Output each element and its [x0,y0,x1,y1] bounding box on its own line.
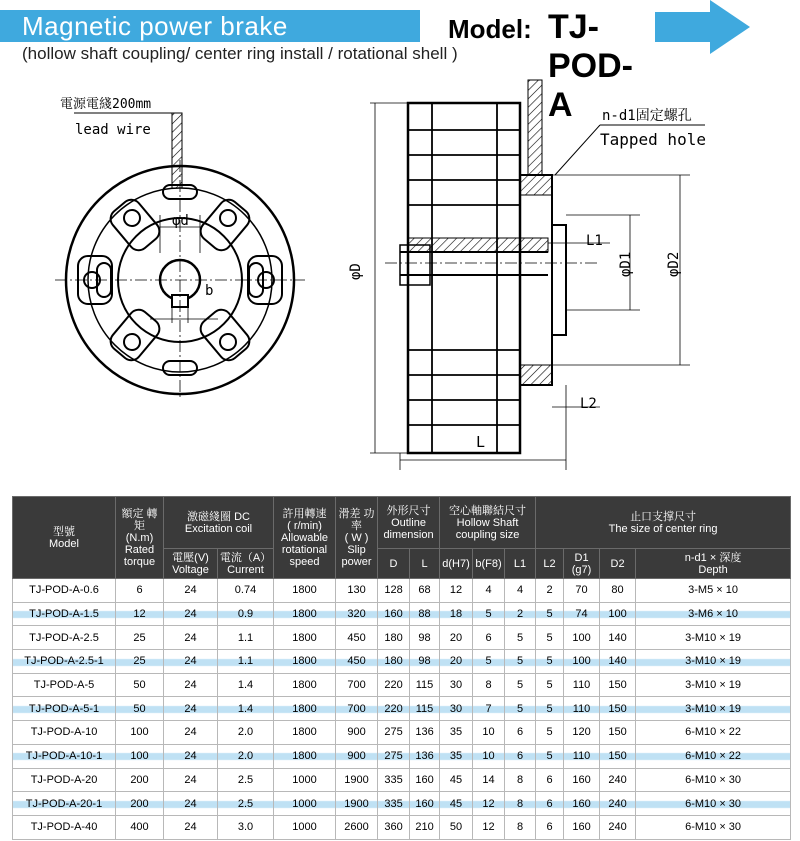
model-cell: TJ-POD-A-5-1 [13,697,116,721]
table-row [13,579,791,603]
spec-cell: 275 [378,721,410,745]
col-header-L2: L2 [536,549,564,579]
spec-cell: 1.1 [218,626,274,650]
spec-cell: 24 [164,673,218,697]
spec-cell: 5 [536,721,564,745]
col-header-L1: L1 [505,549,536,579]
spec-cell: 5 [536,650,564,674]
spec-cell: 210 [410,815,440,839]
spec-cell: 140 [600,626,636,650]
spec-cell: 24 [164,626,218,650]
col-header-torque: 額定 轉矩 (N.m) Rated torque [116,497,164,579]
spec-cell: 130 [336,579,378,603]
spec-cell: 200 [116,792,164,816]
table-row [13,721,791,745]
dim-D2-label: φD2 [666,251,682,277]
brake-drawing-svg [0,75,800,480]
spec-cell: 88 [410,602,440,626]
spec-cell: 100 [116,721,164,745]
spec-cell: 5 [505,697,536,721]
spec-cell: 150 [600,721,636,745]
spec-cell: 1800 [274,744,336,768]
spec-cell: 180 [378,626,410,650]
col-header-coil: 激磁綫圈 DC Excitation coil [164,497,274,549]
col-header-slip: 滑差 功率 ( W ) Slip power [336,497,378,579]
spec-cell: 30 [440,697,473,721]
spec-cell: 180 [378,650,410,674]
spec-cell: 10 [473,744,505,768]
model-cell: TJ-POD-A-1.5 [13,602,116,626]
spec-cell: 5 [473,602,505,626]
col-header-ring: 止口支撑尺寸 The size of center ring [536,497,791,549]
spec-table-body [13,579,791,840]
spec-cell: 68 [410,579,440,603]
model-cell: TJ-POD-A-40 [13,815,116,839]
spec-cell: 5 [505,673,536,697]
spec-cell: 20 [440,626,473,650]
dim-L1-label: L1 [586,233,603,249]
spec-cell: 7 [473,697,505,721]
spec-cell: 4 [473,579,505,603]
lead-wire-en-label: lead wire [75,122,151,138]
col-header-model: 型號 Model [13,497,116,579]
model-cell: TJ-POD-A-2.5 [13,626,116,650]
spec-cell: 5 [505,650,536,674]
spec-cell: 360 [378,815,410,839]
spec-cell: 1800 [274,650,336,674]
col-header-D2: D2 [600,549,636,579]
spec-cell: 140 [600,650,636,674]
spec-cell: 1.4 [218,697,274,721]
spec-cell: 6 [473,626,505,650]
model-cell: TJ-POD-A-5 [13,673,116,697]
spec-cell: 1900 [336,792,378,816]
spec-cell: 100 [116,744,164,768]
spec-cell: 115 [410,697,440,721]
spec-cell: 400 [116,815,164,839]
spec-cell: 6-M10 × 30 [636,768,791,792]
spec-cell: 5 [536,744,564,768]
spec-cell: 25 [116,650,164,674]
spec-cell: 24 [164,650,218,674]
spec-cell: 24 [164,744,218,768]
spec-cell: 900 [336,744,378,768]
spec-cell: 6-M10 × 30 [636,815,791,839]
spec-cell: 24 [164,697,218,721]
spec-cell: 24 [164,721,218,745]
spec-cell: 2600 [336,815,378,839]
spec-cell: 700 [336,697,378,721]
spec-cell: 45 [440,792,473,816]
col-header-D: D [378,549,410,579]
spec-cell: 1000 [274,768,336,792]
spec-cell: 6-M10 × 22 [636,744,791,768]
spec-cell: 2 [536,579,564,603]
spec-cell: 5 [536,697,564,721]
model-label: Model: [448,14,532,44]
spec-cell: 2.5 [218,768,274,792]
spec-cell: 14 [473,768,505,792]
col-header-speed: 許用轉速 ( r/min) Allowable rotational speed [274,497,336,579]
spec-cell: 74 [564,602,600,626]
spec-cell: 35 [440,744,473,768]
spec-cell: 2.0 [218,721,274,745]
table-header-row-1 [13,497,791,549]
spec-cell: 5 [536,626,564,650]
spec-cell: 136 [410,744,440,768]
spec-cell: 1.4 [218,673,274,697]
model-cell: TJ-POD-A-10 [13,721,116,745]
spec-cell: 18 [440,602,473,626]
page-title: Magnetic power brake [22,11,288,41]
spec-cell: 30 [440,673,473,697]
spec-cell: 275 [378,744,410,768]
spec-cell: 50 [116,673,164,697]
spec-cell: 120 [564,721,600,745]
spec-cell: 8 [505,792,536,816]
spec-cell: 35 [440,721,473,745]
spec-cell: 1000 [274,815,336,839]
spec-cell: 50 [116,697,164,721]
spec-cell: 1800 [274,697,336,721]
col-header-b: b(F8) [473,549,505,579]
spec-cell: 5 [505,626,536,650]
spec-cell: 2.5 [218,792,274,816]
spec-cell: 1800 [274,602,336,626]
spec-cell: 6 [505,744,536,768]
col-header-d: d(H7) [440,549,473,579]
table-row [13,602,791,626]
spec-cell: 450 [336,626,378,650]
spec-cell: 98 [410,626,440,650]
spec-cell: 240 [600,792,636,816]
spec-cell: 335 [378,768,410,792]
model-cell: TJ-POD-A-20 [13,768,116,792]
technical-drawing [0,75,800,480]
spec-cell: 8 [505,815,536,839]
spec-cell: 3-M10 × 19 [636,650,791,674]
page-subtitle: (hollow shaft coupling/ center ring install / rotational shell ) [22,44,458,63]
spec-cell: 900 [336,721,378,745]
spec-cell: 3-M10 × 19 [636,673,791,697]
spec-cell: 1800 [274,626,336,650]
model-cell: TJ-POD-A-0.6 [13,579,116,603]
spec-cell: 45 [440,768,473,792]
spec-cell: 98 [410,650,440,674]
col-header-hollow: 空心軸聯結尺寸 Hollow Shaft coupling size [440,497,536,549]
spec-cell: 160 [410,768,440,792]
spec-cell: 150 [600,697,636,721]
spec-cell: 24 [164,602,218,626]
col-header-current: 電流（A） Current [218,549,274,579]
spec-cell: 24 [164,792,218,816]
spec-cell: 6 [536,815,564,839]
spec-cell: 20 [440,650,473,674]
dim-D1-label: φD1 [618,251,634,277]
col-header-voltage: 電壓(V) Voltage [164,549,218,579]
col-header-nd1: n-d1 × 深度 Depth [636,549,791,579]
spec-cell: 12 [116,602,164,626]
table-row [13,744,791,768]
spec-cell: 160 [564,815,600,839]
spec-cell: 24 [164,579,218,603]
model-cell: TJ-POD-A-20-1 [13,792,116,816]
spec-cell: 12 [473,792,505,816]
dim-d-label: φd [172,213,189,229]
spec-cell: 200 [116,768,164,792]
spec-cell: 220 [378,697,410,721]
spec-cell: 6 [536,768,564,792]
spec-cell: 2 [505,602,536,626]
spec-cell: 80 [600,579,636,603]
front-view [55,113,305,400]
spec-cell: 150 [600,744,636,768]
spec-cell: 3.0 [218,815,274,839]
model-value: TJ-POD-A [548,8,633,124]
spec-cell: 136 [410,721,440,745]
spec-cell: 450 [336,650,378,674]
spec-cell: 3-M10 × 19 [636,626,791,650]
spec-cell: 240 [600,815,636,839]
spec-cell: 25 [116,626,164,650]
lead-wire-cn-label: 電源電綫200mm [60,97,152,112]
spec-cell: 1900 [336,768,378,792]
spec-cell: 50 [440,815,473,839]
spec-cell: 6-M10 × 30 [636,792,791,816]
spec-cell: 100 [600,602,636,626]
spec-cell: 1800 [274,673,336,697]
model-cell: TJ-POD-A-2.5-1 [13,650,116,674]
spec-cell: 5 [536,673,564,697]
spec-cell: 110 [564,697,600,721]
spec-cell: 3-M10 × 19 [636,697,791,721]
spec-cell: 1800 [274,721,336,745]
table-row [13,815,791,839]
spec-cell: 700 [336,673,378,697]
spec-cell: 3-M6 × 10 [636,602,791,626]
col-header-L: L [410,549,440,579]
spec-cell: 0.74 [218,579,274,603]
dim-L2-label: L2 [580,396,597,412]
table-row [13,697,791,721]
spec-cell: 160 [410,792,440,816]
dim-L-label: L [476,433,486,451]
spec-cell: 100 [564,626,600,650]
spec-cell: 160 [564,792,600,816]
spec-cell: 70 [564,579,600,603]
spec-cell: 1800 [274,579,336,603]
spec-cell: 4 [505,579,536,603]
spec-cell: 12 [440,579,473,603]
spec-cell: 1.1 [218,650,274,674]
spec-cell: 128 [378,579,410,603]
spec-cell: 110 [564,744,600,768]
spec-cell: 8 [505,768,536,792]
spec-cell: 100 [564,650,600,674]
table-row [13,792,791,816]
spec-cell: 220 [378,673,410,697]
spec-cell: 2.0 [218,744,274,768]
spec-cell: 6-M10 × 22 [636,721,791,745]
spec-cell: 150 [600,673,636,697]
spec-cell: 10 [473,721,505,745]
spec-cell: 320 [336,602,378,626]
table-row [13,768,791,792]
dim-D-label: φD [348,263,364,280]
spec-cell: 5 [536,602,564,626]
dim-b-label: b [205,283,214,299]
tapped-hole-en-label: Tapped hole [600,130,706,149]
arrow-right-icon [655,0,755,55]
spec-cell: 6 [505,721,536,745]
spec-cell: 6 [536,792,564,816]
spec-cell: 5 [473,650,505,674]
col-header-outline: 外形尺寸 Outline dimension [378,497,440,549]
table-row [13,650,791,674]
model-cell: TJ-POD-A-10-1 [13,744,116,768]
spec-cell: 240 [600,768,636,792]
spec-cell: 24 [164,768,218,792]
spec-cell: 3-M5 × 10 [636,579,791,603]
spec-cell: 160 [378,602,410,626]
spec-cell: 0.9 [218,602,274,626]
spec-cell: 24 [164,815,218,839]
spec-cell: 12 [473,815,505,839]
spec-cell: 335 [378,792,410,816]
tapped-hole-cn-label: n-d1固定螺孔 [602,108,692,124]
spec-cell: 6 [116,579,164,603]
spec-cell: 8 [473,673,505,697]
spec-cell: 1000 [274,792,336,816]
spec-cell: 115 [410,673,440,697]
spec-table [12,496,791,840]
spec-cell: 110 [564,673,600,697]
table-row [13,626,791,650]
spec-cell: 160 [564,768,600,792]
table-row [13,673,791,697]
col-header-D1: D1 (g7) [564,549,600,579]
